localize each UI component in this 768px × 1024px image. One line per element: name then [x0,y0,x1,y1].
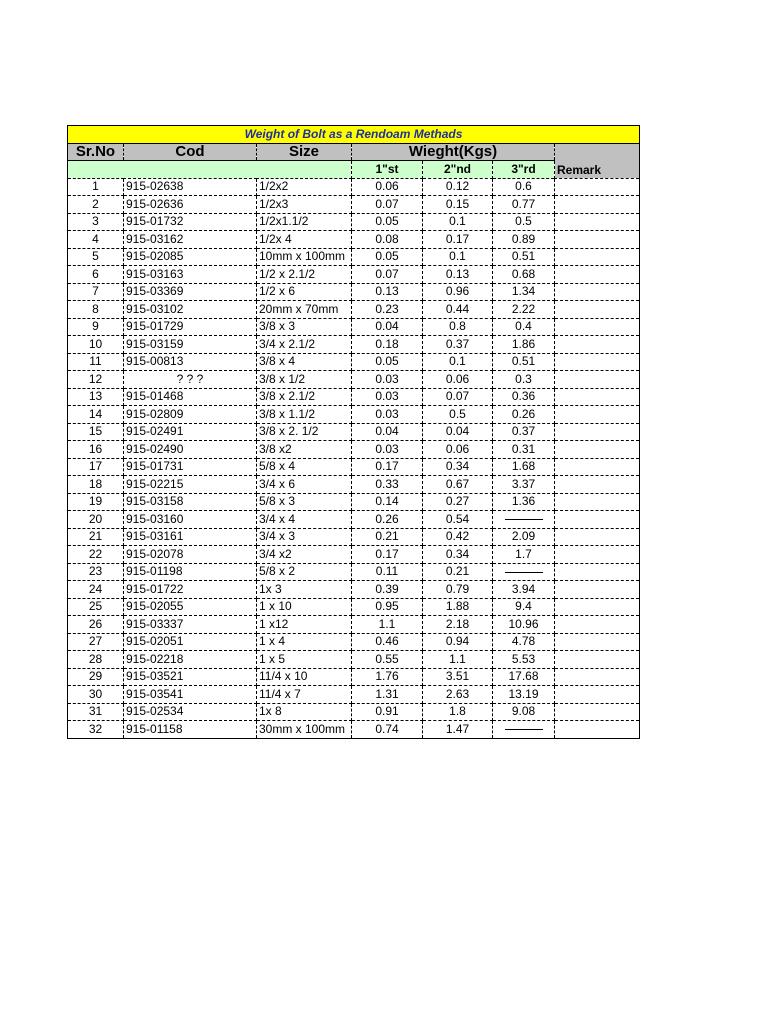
cell-weight-1st: 0.74 [352,721,423,739]
cell-remark [555,318,640,336]
cell-weight-1st: 0.05 [352,353,423,371]
cell-size: 1 x12 [257,616,352,634]
cell-size: 1/2 x 2.1/2 [257,266,352,284]
cell-remark [555,353,640,371]
cell-weight-2nd: 0.54 [423,511,493,529]
cell-srno: 8 [68,301,124,319]
cell-weight-2nd: 0.04 [423,423,493,441]
cell-weight-1st: 0.14 [352,493,423,511]
cell-weight-1st: 0.21 [352,528,423,546]
cell-srno: 22 [68,546,124,564]
cell-weight-1st: 0.55 [352,651,423,669]
cell-weight-1st: 0.05 [352,248,423,266]
cell-weight-1st: 0.18 [352,336,423,354]
cell-cod: 915-02078 [124,546,257,564]
cell-weight-2nd: 0.44 [423,301,493,319]
cell-weight-1st: 0.23 [352,301,423,319]
cell-size: 5/8 x 3 [257,493,352,511]
cell-cod: 915-03337 [124,616,257,634]
cell-weight-2nd: 0.34 [423,458,493,476]
cell-srno: 25 [68,598,124,616]
table-row [68,493,640,511]
cell-size: 1/2 x 6 [257,283,352,301]
cell-remark [555,336,640,354]
cell-srno: 29 [68,668,124,686]
cell-weight-3rd: 3.94 [493,581,555,599]
cell-size: 1x 3 [257,581,352,599]
cell-weight-3rd: 9.4 [493,598,555,616]
cell-srno: 17 [68,458,124,476]
cell-size: 1x 8 [257,703,352,721]
cell-remark [555,406,640,424]
cell-weight-3rd: 13.19 [493,686,555,704]
cell-cod: 915-01729 [124,318,257,336]
cell-weight-2nd: 2.63 [423,686,493,704]
cell-size: 3/4 x2 [257,546,352,564]
cell-weight-3rd: 1.36 [493,493,555,511]
cell-weight-1st: 0.95 [352,598,423,616]
table-row [68,248,640,266]
header-size: Size [257,143,352,161]
cell-weight-3rd: 0.51 [493,353,555,371]
subheader-blank [68,161,352,179]
cell-size: 20mm x 70mm [257,301,352,319]
cell-remark [555,563,640,581]
cell-srno: 3 [68,213,124,231]
cell-remark [555,581,640,599]
cell-cod: 915-01158 [124,721,257,739]
cell-remark [555,703,640,721]
table-row [68,581,640,599]
table-row [68,686,640,704]
cell-cod: 915-03102 [124,301,257,319]
cell-srno: 10 [68,336,124,354]
cell-cod: 915-01732 [124,213,257,231]
title-row [68,126,640,144]
cell-remark [555,423,640,441]
table-row [68,511,640,529]
cell-remark [555,213,640,231]
cell-srno: 7 [68,283,124,301]
cell-cod: 915-03159 [124,336,257,354]
cell-cod: 915-01468 [124,388,257,406]
table-row [68,266,640,284]
header-row [68,143,640,161]
cell-cod: 915-02055 [124,598,257,616]
cell-weight-3rd: 10.96 [493,616,555,634]
cell-weight-2nd: 0.42 [423,528,493,546]
cell-weight-3rd: 5.53 [493,651,555,669]
cell-srno: 14 [68,406,124,424]
cell-weight-3rd: 0.68 [493,266,555,284]
table-row [68,458,640,476]
cell-weight-3rd: 1.7 [493,546,555,564]
blank-line-mark [505,572,543,573]
table-row [68,353,640,371]
cell-size: 30mm x 100mm [257,721,352,739]
cell-size: 3/8 x2 [257,441,352,459]
cell-weight-1st: 0.05 [352,213,423,231]
cell-remark [555,616,640,634]
cell-weight-1st: 0.17 [352,458,423,476]
cell-weight-2nd: 3.51 [423,668,493,686]
cell-srno: 4 [68,231,124,249]
cell-weight-3rd [493,511,555,529]
cell-cod: 915-02215 [124,476,257,494]
table-row [68,598,640,616]
cell-weight-1st: 1.1 [352,616,423,634]
cell-srno: 19 [68,493,124,511]
header-srno: Sr.No [68,143,124,161]
cell-cod: 915-02636 [124,196,257,214]
table-row [68,476,640,494]
cell-srno: 26 [68,616,124,634]
cell-srno: 13 [68,388,124,406]
table-row [68,336,640,354]
cell-weight-2nd: 0.67 [423,476,493,494]
cell-cod: 915-02534 [124,703,257,721]
cell-remark [555,511,640,529]
cell-weight-3rd: 0.6 [493,178,555,196]
cell-weight-3rd [493,563,555,581]
cell-srno: 1 [68,178,124,196]
cell-srno: 23 [68,563,124,581]
cell-srno: 32 [68,721,124,739]
cell-weight-2nd: 0.06 [423,441,493,459]
cell-weight-3rd: 3.37 [493,476,555,494]
cell-size: 1 x 10 [257,598,352,616]
cell-weight-2nd: 1.47 [423,721,493,739]
table-row [68,703,640,721]
table-row [68,651,640,669]
cell-weight-3rd: 0.77 [493,196,555,214]
cell-size: 10mm x 100mm [257,248,352,266]
cell-cod: 915-01731 [124,458,257,476]
cell-weight-2nd: 0.07 [423,388,493,406]
cell-srno: 16 [68,441,124,459]
cell-weight-2nd: 0.1 [423,353,493,371]
cell-weight-1st: 0.33 [352,476,423,494]
cell-remark [555,231,640,249]
cell-srno: 24 [68,581,124,599]
cell-weight-2nd: 0.37 [423,336,493,354]
cell-srno: 11 [68,353,124,371]
cell-cod: 915-02490 [124,441,257,459]
cell-size: 3/8 x 2. 1/2 [257,423,352,441]
cell-cod: 915-03162 [124,231,257,249]
table-row [68,388,640,406]
cell-weight-2nd: 2.18 [423,616,493,634]
cell-weight-1st: 0.46 [352,633,423,651]
cell-remark [555,441,640,459]
cell-size: 3/4 x 2.1/2 [257,336,352,354]
cell-size: 3/8 x 2.1/2 [257,388,352,406]
cell-weight-2nd: 1.1 [423,651,493,669]
cell-size: 1/2x2 [257,178,352,196]
header-weight: Wieght(Kgs) [352,143,555,161]
cell-remark [555,248,640,266]
cell-weight-2nd: 1.8 [423,703,493,721]
cell-remark [555,546,640,564]
cell-weight-3rd: 0.36 [493,388,555,406]
cell-weight-3rd: 0.26 [493,406,555,424]
subheader-2nd: 2"nd [423,161,493,179]
cell-size: 3/8 x 1/2 [257,371,352,389]
cell-remark [555,371,640,389]
cell-size: 5/8 x 2 [257,563,352,581]
cell-srno: 20 [68,511,124,529]
cell-size: 3/8 x 3 [257,318,352,336]
cell-weight-1st: 0.03 [352,371,423,389]
cell-weight-2nd: 0.1 [423,248,493,266]
cell-weight-1st: 0.08 [352,231,423,249]
cell-size: 11/4 x 7 [257,686,352,704]
cell-cod: 915-03541 [124,686,257,704]
table-row [68,563,640,581]
cell-weight-3rd: 0.3 [493,371,555,389]
cell-cod: 915-03521 [124,668,257,686]
subheader-1st: 1"st [352,161,423,179]
cell-weight-2nd: 0.13 [423,266,493,284]
cell-cod: 915-01198 [124,563,257,581]
cell-weight-3rd: 2.09 [493,528,555,546]
table-row [68,406,640,424]
cell-weight-2nd: 0.34 [423,546,493,564]
cell-weight-2nd: 0.12 [423,178,493,196]
cell-size: 3/4 x 3 [257,528,352,546]
table-row [68,616,640,634]
cell-remark [555,476,640,494]
bolt-weight-table [67,125,640,739]
cell-remark [555,266,640,284]
cell-weight-1st: 1.76 [352,668,423,686]
cell-cod: 915-03369 [124,283,257,301]
cell-size: 1/2x1.1/2 [257,213,352,231]
header-remark: Remark [555,143,640,178]
cell-weight-3rd: 4.78 [493,633,555,651]
cell-weight-1st: 0.04 [352,423,423,441]
table-row [68,301,640,319]
cell-remark [555,301,640,319]
cell-cod: 915-02638 [124,178,257,196]
cell-size: 3/4 x 4 [257,511,352,529]
cell-remark [555,668,640,686]
cell-weight-1st: 0.03 [352,388,423,406]
cell-weight-1st: 0.13 [352,283,423,301]
cell-weight-1st: 0.17 [352,546,423,564]
table-row [68,196,640,214]
cell-size: 1 x 5 [257,651,352,669]
cell-remark [555,528,640,546]
cell-srno: 28 [68,651,124,669]
table-row [68,668,640,686]
subheader-3rd: 3"rd [493,161,555,179]
table-body [68,178,640,738]
table-row [68,371,640,389]
cell-weight-1st: 0.11 [352,563,423,581]
cell-cod: 915-03163 [124,266,257,284]
cell-weight-2nd: 0.8 [423,318,493,336]
cell-weight-1st: 0.07 [352,196,423,214]
table-row [68,546,640,564]
cell-cod: 915-02051 [124,633,257,651]
table-row [68,283,640,301]
cell-cod: 915-02085 [124,248,257,266]
cell-size: 3/8 x 1.1/2 [257,406,352,424]
cell-cod: 915-03158 [124,493,257,511]
cell-weight-2nd: 0.15 [423,196,493,214]
sheet-title: Weight of Bolt as a Rendoam Methads [68,126,640,144]
cell-cod: 915-02491 [124,423,257,441]
cell-srno: 9 [68,318,124,336]
subheader-row [68,161,640,179]
cell-weight-3rd: 17.68 [493,668,555,686]
cell-weight-3rd: 1.86 [493,336,555,354]
cell-weight-2nd: 0.06 [423,371,493,389]
cell-cod: 915-01722 [124,581,257,599]
table-row [68,423,640,441]
cell-weight-2nd: 0.5 [423,406,493,424]
cell-weight-1st: 1.31 [352,686,423,704]
cell-weight-3rd: 9.08 [493,703,555,721]
cell-size: 3/4 x 6 [257,476,352,494]
cell-remark [555,493,640,511]
cell-weight-3rd: 0.5 [493,213,555,231]
cell-weight-1st: 0.04 [352,318,423,336]
cell-weight-2nd: 0.1 [423,213,493,231]
cell-remark [555,721,640,739]
cell-weight-2nd: 0.94 [423,633,493,651]
cell-weight-1st: 0.26 [352,511,423,529]
cell-weight-3rd: 0.51 [493,248,555,266]
table-row [68,441,640,459]
cell-cod: ? ? ? [124,371,257,389]
cell-cod: 915-03161 [124,528,257,546]
cell-srno: 31 [68,703,124,721]
header-cod: Cod [124,143,257,161]
cell-cod: 915-02218 [124,651,257,669]
cell-srno: 21 [68,528,124,546]
blank-line-mark [505,519,543,520]
cell-srno: 6 [68,266,124,284]
table-row [68,213,640,231]
cell-srno: 27 [68,633,124,651]
cell-weight-1st: 0.06 [352,178,423,196]
cell-size: 11/4 x 10 [257,668,352,686]
cell-weight-2nd: 0.27 [423,493,493,511]
cell-weight-3rd: 0.37 [493,423,555,441]
cell-srno: 30 [68,686,124,704]
cell-weight-2nd: 0.96 [423,283,493,301]
cell-weight-3rd: 1.68 [493,458,555,476]
table-row [68,231,640,249]
cell-cod: 915-02809 [124,406,257,424]
table-row [68,528,640,546]
cell-remark [555,686,640,704]
table-row [68,318,640,336]
blank-line-mark [505,729,543,730]
cell-remark [555,178,640,196]
cell-remark [555,598,640,616]
table-row [68,178,640,196]
cell-remark [555,283,640,301]
cell-srno: 2 [68,196,124,214]
cell-size: 3/8 x 4 [257,353,352,371]
cell-cod: 915-03160 [124,511,257,529]
cell-remark [555,458,640,476]
cell-weight-1st: 0.03 [352,406,423,424]
cell-remark [555,651,640,669]
cell-cod: 915-00813 [124,353,257,371]
cell-size: 5/8 x 4 [257,458,352,476]
cell-size: 1 x 4 [257,633,352,651]
cell-weight-1st: 0.39 [352,581,423,599]
cell-weight-3rd: 0.4 [493,318,555,336]
cell-weight-3rd: 2.22 [493,301,555,319]
table-row [68,633,640,651]
cell-weight-3rd: 0.31 [493,441,555,459]
cell-weight-1st: 0.91 [352,703,423,721]
cell-weight-2nd: 0.79 [423,581,493,599]
cell-remark [555,633,640,651]
cell-weight-3rd: 1.34 [493,283,555,301]
cell-remark [555,196,640,214]
cell-weight-2nd: 1.88 [423,598,493,616]
cell-srno: 15 [68,423,124,441]
cell-weight-3rd: 0.89 [493,231,555,249]
cell-srno: 12 [68,371,124,389]
cell-size: 1/2x3 [257,196,352,214]
cell-weight-1st: 0.03 [352,441,423,459]
cell-size: 1/2x 4 [257,231,352,249]
cell-remark [555,388,640,406]
cell-srno: 18 [68,476,124,494]
cell-srno: 5 [68,248,124,266]
cell-weight-2nd: 0.17 [423,231,493,249]
cell-weight-3rd [493,721,555,739]
cell-weight-2nd: 0.21 [423,563,493,581]
table-row [68,721,640,739]
cell-weight-1st: 0.07 [352,266,423,284]
